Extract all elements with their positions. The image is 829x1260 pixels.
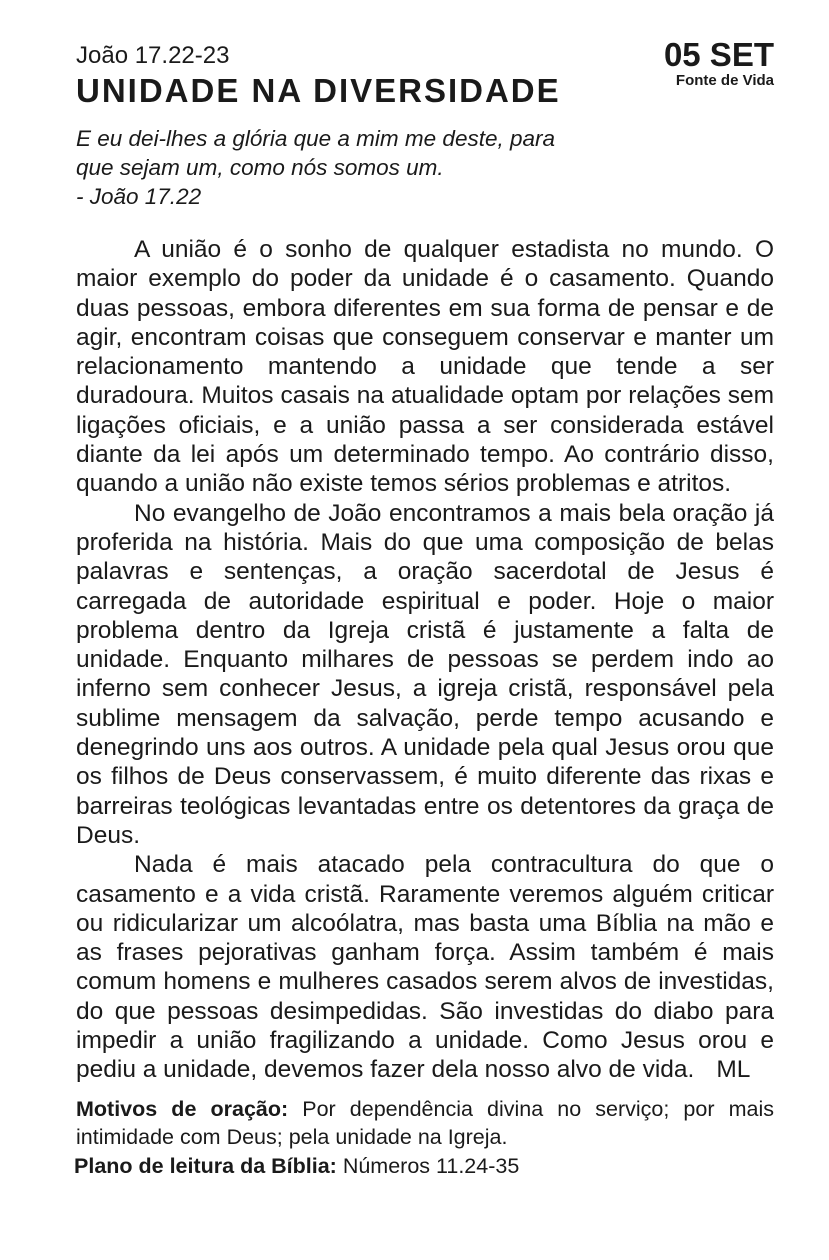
- paragraph-text: Nada é mais atacado pela contracultura do que o casamento e a vida cristã. Raramente veremos alguém criticar ou ridicularizar um alcoólatra, mas basta uma Bíblia na mão e as frases pejorativas ganham força. Assim também é mais comum homens e mulheres casados serem alvos de investidas, do que pessoas desimpedidas. São investidas do diabo para impedir a união fragilizando a unidade. Como Jesus orou e pediu a unidade, devemos fazer dela nosso alvo de vida.: [76, 851, 774, 1084]
- prayer-label: Motivos de oração:: [76, 1096, 289, 1121]
- reading-plan-text: Números 11.24-35: [342, 1153, 520, 1178]
- reading-plan: [74, 1151, 774, 1181]
- scripture-reference: João 17.22-23: [76, 42, 230, 69]
- reading-plan-label: Plano de leitura da Bíblia:: [74, 1153, 337, 1178]
- date-label: 05 SET: [663, 36, 774, 73]
- devotional-page: [76, 38, 774, 1181]
- devotional-body: [76, 235, 774, 1085]
- verse-citation: - João 17.22: [76, 184, 202, 209]
- header: [76, 38, 774, 114]
- prayer-text: Por dependência divina no serviço; por mais intimidade com Deus; pela unidade na Igreja.: [76, 1096, 774, 1149]
- paragraph-text: No evangelho de João encontramos a mais bela oração já proferida na história. Mais do que uma composição de belas palavras e sentenças, a oração sacerdotal de Jesus é carregada de autoridade espiritual e poder. Hoje o maior problema dentro da Igreja cristã é justamente a falta de unidade. Enquanto milhares de pessoas se perdem indo ao inferno sem conhecer Jesus, a igreja cristã, responsável pela sublime mensagem da salvação, perde tempo acusando e denegrindo uns aos outros. A unidade pela qual Jesus orou que os filhos de Deus conservassem, é muito diferente das rixas e barreiras teológicas levantadas entre os detentores da graça de Deus.: [76, 499, 774, 849]
- prayer-topics: [76, 1095, 774, 1151]
- paragraph: [76, 235, 774, 499]
- paragraph-text: A união é o sonho de qualquer estadista no mundo. O maior exemplo do poder da unidade é o casamento. Quando duas pessoas, embora diferentes em sua forma de pensar e de agir, encontram coisas que conseguem conservar e manter um relacionamento mantendo a unidade que tende a ser duradoura. Muitos casais na atualidade optam por relações sem ligações oficiais, e a união passa a ser considerada estável diante da lei após um determinado tempo. Ao contrário disso, quando a união não existe temos sérios problemas e atritos.: [76, 236, 774, 498]
- source-label: Fonte de Vida: [675, 72, 774, 89]
- author-signature: ML: [716, 1056, 751, 1084]
- key-verse: [76, 124, 636, 211]
- paragraph: [76, 850, 774, 1084]
- paragraph: [76, 499, 774, 851]
- verse-line: que sejam um, como nós somos um.: [76, 155, 444, 180]
- page-title: UNIDADE NA DIVERSIDADE: [76, 72, 561, 109]
- verse-line: E eu dei-lhes a glória que a mim me deste, para: [76, 126, 556, 151]
